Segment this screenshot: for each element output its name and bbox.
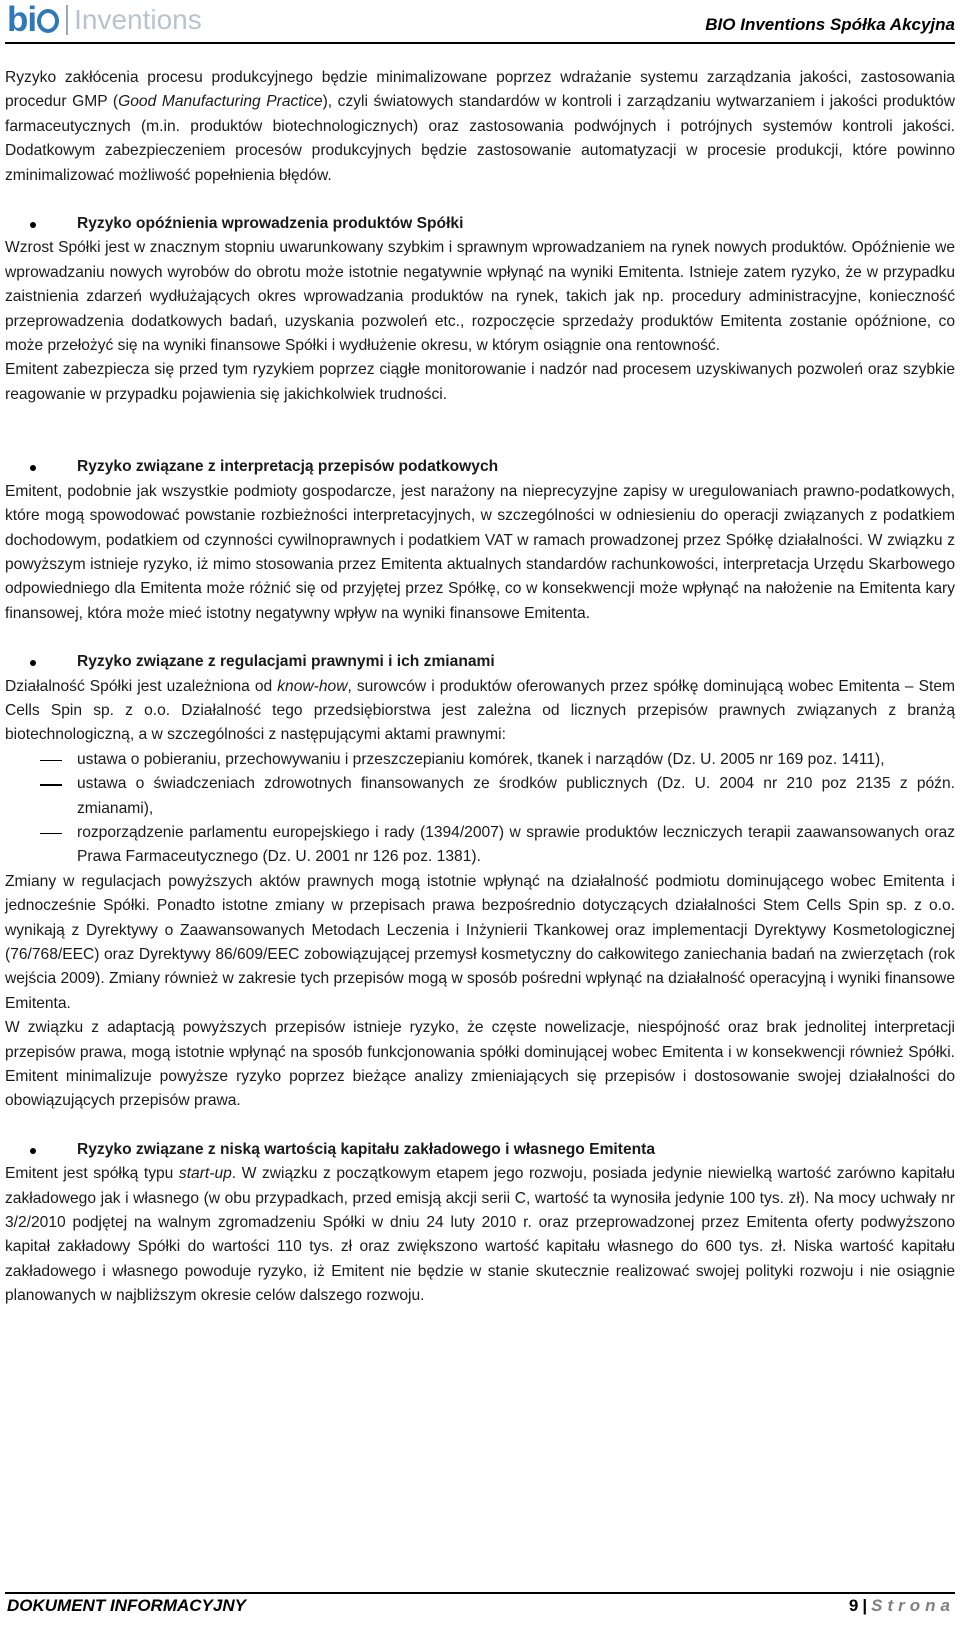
bullet-dot — [30, 660, 36, 666]
paragraph-legal: Działalność Spółki jest uzależniona od know-how, surowców i produktów oferowanych przez spółkę dominującą wobec Emitenta – Stem Cells Spin sp. z o.o. Działalność tego przedsiębiorstwa jest zależna od licznych przepisów prawnych związanych z branżą biotechnologiczną, a w szczególności z następującymi aktami prawnymi: — [5, 677, 956, 744]
dash-marker — [40, 760, 62, 762]
logo-inventions-text: Inventions — [74, 4, 202, 35]
heading-legal-risk: Ryzyko związane z regulacjami prawnymi i ich zmianami — [5, 650, 955, 674]
document-title: DOKUMENT INFORMACYJNY — [7, 1596, 246, 1615]
bullet-dot — [30, 222, 36, 228]
company-name: BIO Inventions Spółka Akcyjna — [705, 15, 955, 34]
page-number: 9 | Strona — [848, 1596, 955, 1615]
paragraph-delay: Wzrost Spółki jest w znacznym stopniu uwarunkowany szybkim i sprawnym wprowadzaniem na rynek nowych produktów. Opóźnienie we wprowadzaniu nowych wyrobów do obrotu może istotnie negatywnie wpłynąć na wyniki Emitenta. Istnieje zatem ryzyko, że w przypadku zaistnienia zdarzeń wydłużających okres wprowadzania produktów na rynek, takich jak np. procedury administracyjne, konieczność przeprowadzenia dodatkowych badań, uzyskania pozwoleń etc., rozpoczęcie sprzedaży produktów Emitenta zostanie opóźnione, co może przełożyć się na wyniki finansowe Spółki i wydłużenie okresu, w którym osiągnie ona rentowność. — [5, 239, 955, 355]
paragraph-delay-mitigation: Emitent zabezpiecza się przed tym ryzykiem poprzez ciągłe monitorowanie i nadzór nad procesem uzyskiwanych pozwoleń oraz szybkie reagowanie w przypadku pojawienia się jakichkolwiek trudności. — [5, 361, 955, 403]
paragraph-legal-changes: Zmiany w regulacjach powyższych aktów prawnych mogą istotnie wpłynąć na działalność podmiotu dominującego wobec Emitenta i jednocześnie Spółki. Ponadto istotne zmiany w przepisach prawa bezpośrednio dotyczących działalności Stem Cells Spin sp. z o.o. wynikają z Dyrektywy o Zaawansowanych Metodach Leczenia i Inżynierii Tkankowej oraz implementacji Dyrektywy Kosmetologicznej (76/768/EEC) oraz Dyrektywy 86/609/EEC zobowiązującej przemysł kosmetyczny do całkowitego zaniechania badań na zwierzętach (rok wejścia 2009). Zmiany również w zakresie tych przepisów mogą w sposób pośredni wpłynąć na działalność operacyjną i wyniki finansowe Emitenta. — [5, 872, 955, 1012]
list-item: rozporządzenie parlamentu europejskiego i rady (1394/2007) w sprawie produktów leczniczych terapii zaawansowanych oraz Prawa Farmaceutycznego (Dz. U. 2001 nr 126 poz. 1381). — [5, 821, 955, 870]
bullet-dot — [30, 1148, 36, 1154]
paragraph-tax: Emitent, podobnie jak wszystkie podmioty gospodarcze, jest narażony na nieprecyzyjne zapisy w uregulowaniach prawno-podatkowych, które mogą spowodować powstanie rozbieżności interpretacyjnych, w szczególności w odniesieniu do operacji związanych z podatkiem dochodowym, podatkiem od czynności cywilnoprawnych i podatkiem VAT w ramach prowadzonej przez Spółkę działalności. W związku z powyższym istnieje ryzyko, iż mimo stosowania przez Emitenta aktualnych standardów rachunkowości, interpretacja Urzędu Skarbowego odpowiedniego dla Emitenta może różnić się od przyjętej przez Spółkę, co w konsekwencji może wpłynąć na nałożenie na Emitenta kary finansowej, która może mieć istotny negatywny wpływ na wyniki finansowe Emitenta. — [5, 482, 955, 622]
page-footer — [5, 1592, 955, 1622]
heading-delay-risk: Ryzyko opóźnienia wprowadzenia produktów Spółki — [5, 212, 955, 236]
page-header — [5, 0, 955, 44]
list-item: ustawa o świadczeniach zdrowotnych finansowanych ze środków publicznych (Dz. U. 2004 nr 210 poz 2135 z późn. zmianami), — [5, 772, 955, 821]
bio-inventions-logo — [7, 2, 202, 38]
dash-marker — [40, 784, 62, 786]
heading-tax-risk: Ryzyko związane z interpretacją przepisów podatkowych — [5, 455, 955, 479]
heading-capital-risk: Ryzyko związane z niską wartością kapitału zakładowego i własnego Emitenta — [5, 1138, 955, 1162]
document-body — [5, 66, 955, 1309]
paragraph-capital: Emitent jest spółką typu start-up. W związku z początkowym etapem jego rozwoju, posiada jedynie niewielką wartość zarówno kapitału zakładowego jak i własnego (w obu przypadkach, przed emisją akcji serii C, wartość ta wynosiła jedynie 100 tys. zł). Na mocy uchwały nr 3/2/2010 podjętej na walnym zgromadzeniu Spółki w dniu 24 luty 2010 r. oraz przeprowadzonej przez Emitenta oferty podwyższono kapitał zakładowy Spółki do wartości 110 tys. zł oraz zwiększono wartość kapitału własnego do 600 tys. zł. Niska wartość kapitału zakładowego i własnego powoduje ryzyko, iż Emitent nie będzie w stanie skutecznie realizować swojej polityki rozwoju i nie osiągnie planowanych w najbliższym okresie celów dalszego rozwoju. — [5, 1165, 955, 1305]
list-item: ustawa o pobieraniu, przechowywaniu i przeszczepianiu komórek, tkanek i narządów (Dz. U. 2005 nr 169 poz. 1411), — [5, 748, 955, 772]
paragraph-production: Ryzyko zakłócenia procesu produkcyjnego będzie minimalizowane poprzez wdrażanie systemu zarządzania jakości, zastosowania procedur GMP (Good Manufacturing Practice), czyli światowych standardów w kontroli i zarządzaniu wytwarzaniem i jakości produktów farmaceutycznych (m.in. produktów biotechnologicznych) oraz zastosowania podwójnych i potrójnych systemów kontroli jakości. Dodatkowym zabezpieczeniem procesów produkcyjnych będzie zastosowanie automatyzacji w procesie produkcji, które powinno zminimalizować możliwość popełnienia błędów. — [5, 69, 955, 184]
logo-o-mark — [37, 9, 59, 33]
logo-separator — [66, 5, 68, 35]
paragraph-legal-adaptation: W związku z adaptacją powyższych przepisów istnieje ryzyko, że częste nowelizacje, niespójność oraz brak jednolitej interpretacji przepisów prawa, mogą istotnie wpłynąć na sposób funkcjonowania spółki dominującej wobec Emitenta i w konsekwencji również Spółki. Emitent minimalizuje powyższe ryzyko poprzez bieżące analizy zmieniających się przepisów i dostosowanie swojej działalności do obowiązujących przepisów prawa. — [5, 1019, 955, 1110]
bullet-dot — [30, 465, 36, 471]
logo-bio-text: bi — [7, 2, 59, 38]
dash-marker — [40, 833, 62, 835]
